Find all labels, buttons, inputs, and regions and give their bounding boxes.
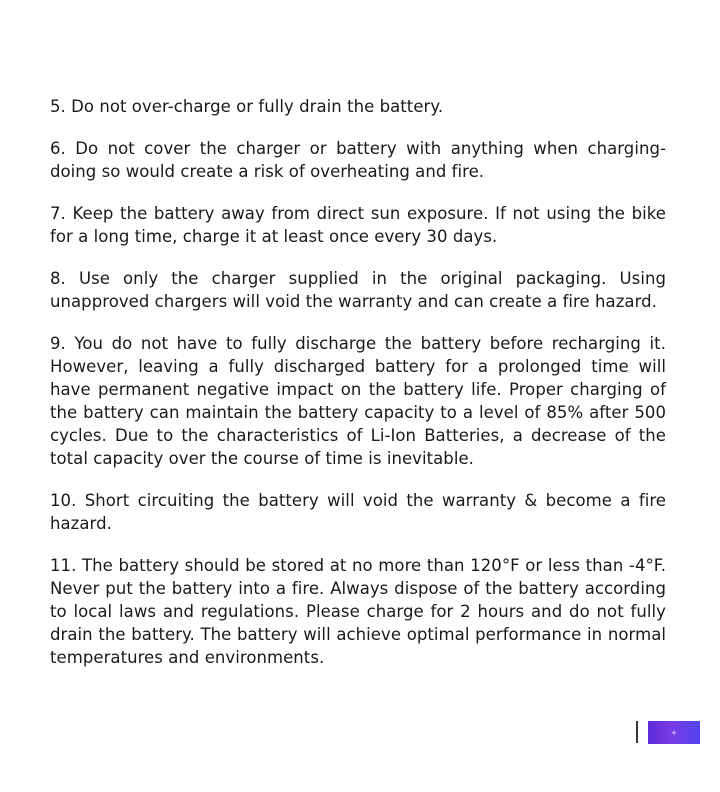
battery-instructions xyxy=(50,95,666,688)
instruction-10: 10. Short circuiting the battery will void the warranty & become a fire hazard. xyxy=(50,491,666,533)
instruction-8: 8. Use only the charger supplied in the original packaging. Using unapproved chargers will void the warranty and can create a fire hazard. xyxy=(50,269,666,311)
instruction-7: 7. Keep the battery away from direct sun exposure. If not using the bike for a long time, charge it at least once every 30 days. xyxy=(50,204,666,246)
sparkle-icon: + xyxy=(671,728,677,737)
instruction-9: 9. You do not have to fully discharge the battery before recharging it. However, leaving a fully discharged battery for a prolonged time will have permanent negative impact on the battery life. Proper charging of the battery can maintain the battery capacity to a level of 85% after 500 cycles. Due to the characteristics of Li-Ion Batteries, a decrease of the total capacity over the course of time is inevitable. xyxy=(50,334,666,468)
page-badge xyxy=(648,721,700,744)
instruction-5: 5. Do not over-charge or fully drain the battery. xyxy=(50,97,444,116)
instruction-11: 11. The battery should be stored at no more than 120°F or less than -4°F. Never put the battery into a fire. Always dispose of the battery according to local laws and regulations. Please charge for 2 hours and do not fully drain the battery. The battery will achieve optimal performance in normal temperatures and environments. xyxy=(50,556,666,667)
instruction-6: 6. Do not cover the charger or battery with anything when charging-doing so would create a risk of overheating and fire. xyxy=(50,139,666,181)
footer-divider xyxy=(636,721,638,743)
